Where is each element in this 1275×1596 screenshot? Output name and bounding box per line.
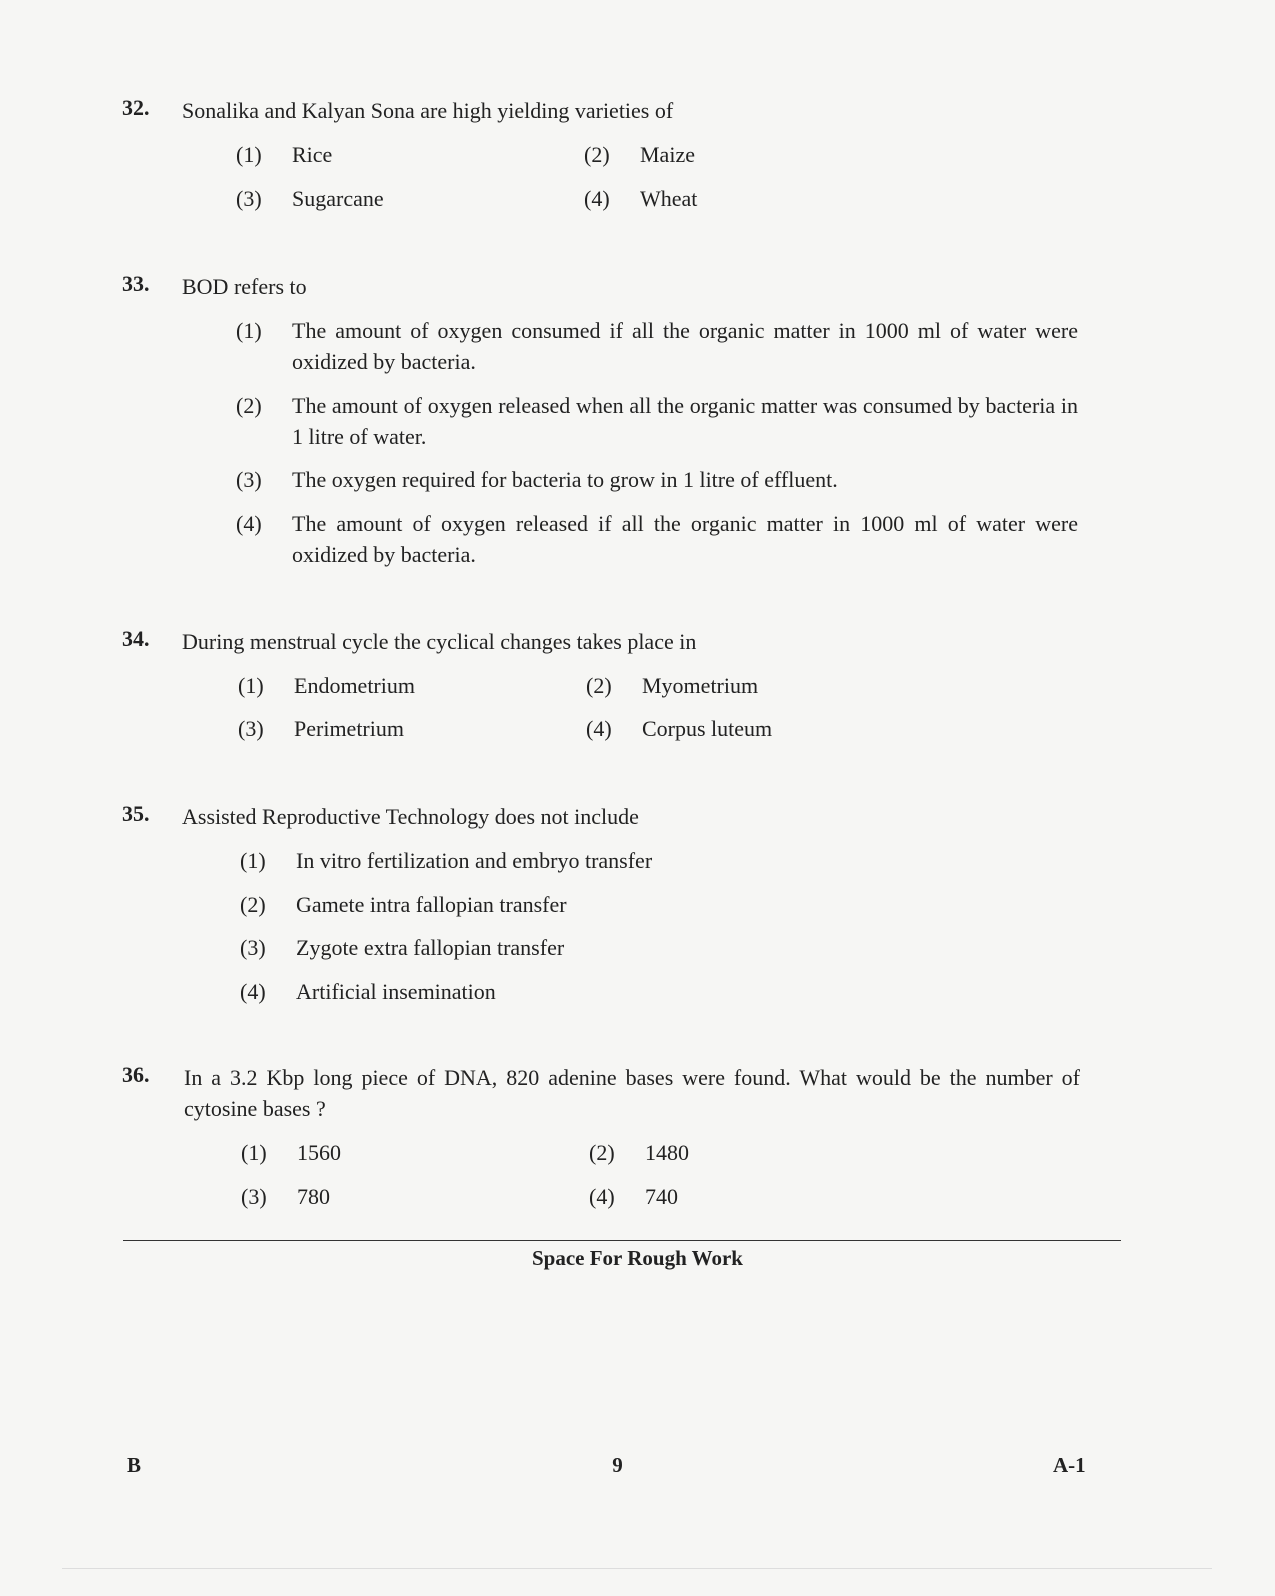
option-number: (4) — [236, 511, 262, 536]
question-text: In a 3.2 Kbp long piece of DNA, 820 adenine bases were found. What would be the number of cytosine bases ? — [184, 1065, 1080, 1121]
option-number: (1) — [236, 318, 262, 343]
question-text: Assisted Reproductive Technology does not include — [182, 804, 639, 829]
option-number: (4) — [586, 716, 612, 741]
option-text: Zygote extra fallopian transfer — [296, 935, 565, 960]
option-number: (2) — [236, 393, 262, 418]
footer-page-number: 9 — [612, 1453, 623, 1477]
option-text: Endometrium — [294, 673, 415, 698]
option-number: (4) — [584, 186, 610, 211]
option-number: (2) — [589, 1140, 615, 1165]
rough-work-heading: Space For Rough Work — [531, 1246, 743, 1270]
option-text: Myometrium — [642, 673, 759, 698]
option-number: (1) — [236, 142, 262, 167]
question-text: BOD refers to — [182, 274, 307, 299]
option-text: Gamete intra fallopian transfer — [296, 892, 567, 917]
option-number: (3) — [240, 935, 266, 960]
option-number: (3) — [236, 186, 262, 211]
question-text: During menstrual cycle the cyclical changes takes place in — [182, 629, 697, 654]
option-text: The oxygen required for bacteria to grow in 1 litre of effluent. — [292, 467, 838, 492]
option-text: The amount of oxygen consumed if all the organic matter in 1000 ml of water were oxidized by bacteria. — [292, 318, 1078, 374]
question-number: 33. — [122, 271, 150, 296]
option-text: In vitro fertilization and embryo transfer — [296, 848, 653, 873]
option-number: (1) — [241, 1140, 267, 1165]
footer-paper-code: A-1 — [1053, 1453, 1086, 1477]
question-number: 32. — [122, 95, 150, 120]
option-text: Rice — [292, 142, 333, 167]
option-number: (2) — [240, 892, 266, 917]
option-text: Artificial insemination — [296, 979, 496, 1004]
option-text: The amount of oxygen released if all the organic matter in 1000 ml of water were oxidized by bacteria. — [292, 511, 1078, 567]
option-text: Maize — [640, 142, 695, 167]
option-number: (2) — [584, 142, 610, 167]
question-number: 34. — [122, 626, 150, 651]
option-number: (4) — [240, 979, 266, 1004]
footer-booklet-code: B — [127, 1453, 142, 1477]
option-text: Sugarcane — [292, 186, 384, 211]
option-text: Perimetrium — [294, 716, 404, 741]
option-text: 1480 — [645, 1140, 689, 1165]
option-number: (1) — [240, 848, 266, 873]
bottom-divider — [62, 1568, 1212, 1569]
option-number: (3) — [236, 467, 262, 492]
option-text: Wheat — [640, 186, 698, 211]
option-number: (4) — [589, 1184, 615, 1209]
option-text: The amount of oxygen released when all the organic matter was consumed by bacteria in 1 litre of water. — [292, 393, 1078, 449]
question-number: 36. — [122, 1062, 150, 1087]
option-number: (1) — [238, 673, 264, 698]
option-number: (3) — [241, 1184, 267, 1209]
option-text: Corpus luteum — [642, 716, 773, 741]
option-number: (3) — [238, 716, 264, 741]
option-text: 1560 — [297, 1140, 341, 1165]
question-number: 35. — [122, 801, 150, 826]
divider-line — [123, 1240, 1121, 1241]
question-text: Sonalika and Kalyan Sona are high yielding varieties of — [182, 98, 674, 123]
option-number: (2) — [586, 673, 612, 698]
option-text: 780 — [297, 1184, 330, 1209]
option-text: 740 — [645, 1184, 678, 1209]
